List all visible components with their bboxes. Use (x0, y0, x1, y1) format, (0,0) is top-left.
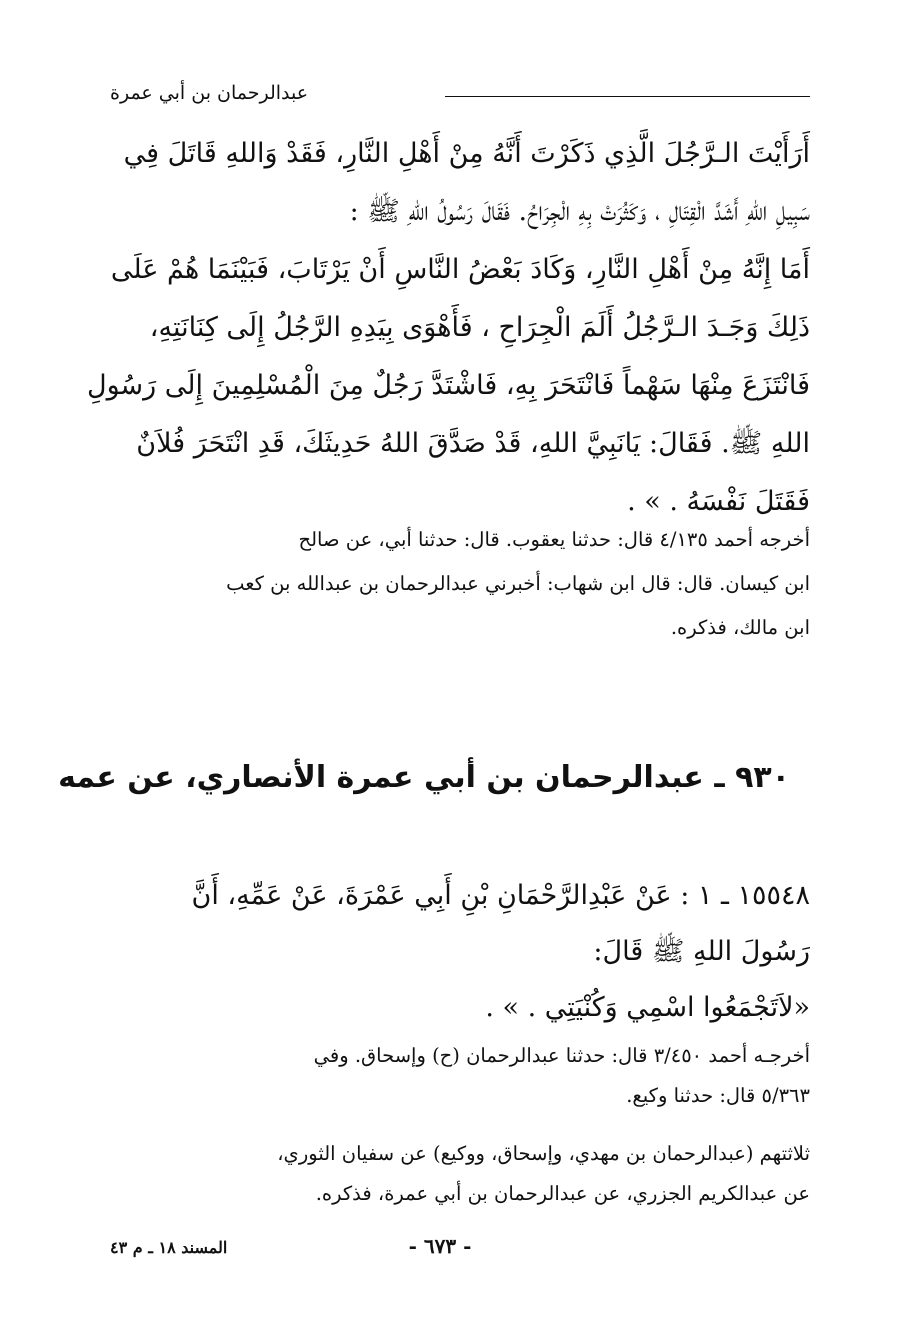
header-rule (445, 96, 810, 97)
note-line: ابن كيسان. قال: قال ابن شهاب: أخبرني عبدالرحمان بن عبدالله بن كعب (226, 572, 810, 595)
printer-signature: المسند ١٨ ـ م ٤٣ (110, 1238, 228, 1257)
running-header (110, 82, 810, 112)
running-title: عبدالرحمان بن أبي عمرة (110, 82, 309, 104)
text-line: اللهِ ﷺ. فَقَالَ: يَانَبِيَّ اللهِ، قَدْ صَدَّقَ اللهُ حَدِيثَكَ، قَدِ انْتَحَرَ فُلاَنٌ (136, 428, 810, 459)
hadith-15548 (120, 868, 810, 1036)
takhrij-note-3 (120, 1134, 810, 1214)
note-line: أخرجـه أحمد ٣/٤٥٠ قال: حدثنا عبدالرحمان (ح) وإسحاق. وفي (313, 1044, 810, 1067)
text-line: ١٥٥٤٨ ـ ١ : عَنْ عَبْدِالرَّحْمَانِ بْنِ أَبِي عَمْرَةَ، عَنْ عَمِّهِ، أَنَّ (191, 880, 810, 911)
hadith-continuation (86, 125, 810, 531)
text-line: أَرَأَيْتَ الـرَّجُلَ الَّذِي ذَكَرْتَ أَنَّهُ مِنْ أَهْلِ النَّارِ، فَقَدْ وَاللهِ قَاتَلَ فِي (123, 138, 810, 169)
text-line: سَبِيلِ اللهِ أَشَدَّ الْقِتَالِ ، وَكَثُرَتْ بِهِ الْجِرَاحُ. فَقَالَ رَسُولُ اللهِ ﷺ : (349, 196, 810, 227)
text-line: فَقَتَلَ نَفْسَهُ . » . (627, 486, 810, 517)
text-line: أَمَا إِنَّهُ مِنْ أَهْلِ النَّارِ، وَكَادَ بَعْضُ النَّاسِ أَنْ يَرْتَابَ، فَبَيْنَمَا هُمْ عَلَى (110, 254, 810, 285)
text-line: «لاَتَجْمَعُوا اسْمِي وَكُنْيَتِي . » . (485, 992, 810, 1023)
note-line: ابن مالك، فذكره. (670, 616, 810, 639)
note-line: ٥/٣٦٣ قال: حدثنا وكيع. (626, 1084, 810, 1107)
section-heading: ٩٣٠ ـ عبدالرحمان بن أبي عمرة الأنصاري، عن عمه (58, 760, 790, 795)
text-line: فَانْتَزَعَ مِنْهَا سَهْماً فَانْتَحَرَ بِهِ، فَاشْتَدَّ رَجُلٌ مِنَ الْمُسْلِمِينَ إِلَى رَسُولِ (86, 370, 810, 401)
note-line: عن عبدالكريم الجزري، عن عبدالرحمان بن أبي عمرة، فذكره. (315, 1182, 810, 1205)
text-line: ذَلِكَ وَجَـدَ الـرَّجُلُ أَلَمَ الْجِرَاحِ ، فَأَهْوَى بِيَدِهِ الرَّجُلُ إِلَى كِنَانَتِهِ، (149, 312, 810, 343)
note-line: أخرجه أحمد ٤/١٣٥ قال: حدثنا يعقوب. قال: حدثنا أبي، عن صالح (298, 528, 810, 551)
takhrij-note-2 (120, 1036, 810, 1116)
page-number: - ٦٧٣ - (408, 1234, 472, 1258)
note-line: ثلاثتهم (عبدالرحمان بن مهدي، وإسحاق، ووكيع) عن سفيان الثوري، (277, 1142, 810, 1165)
takhrij-note-1 (120, 518, 810, 650)
text-line: رَسُولَ اللهِ ﷺ قَالَ: (593, 936, 810, 967)
